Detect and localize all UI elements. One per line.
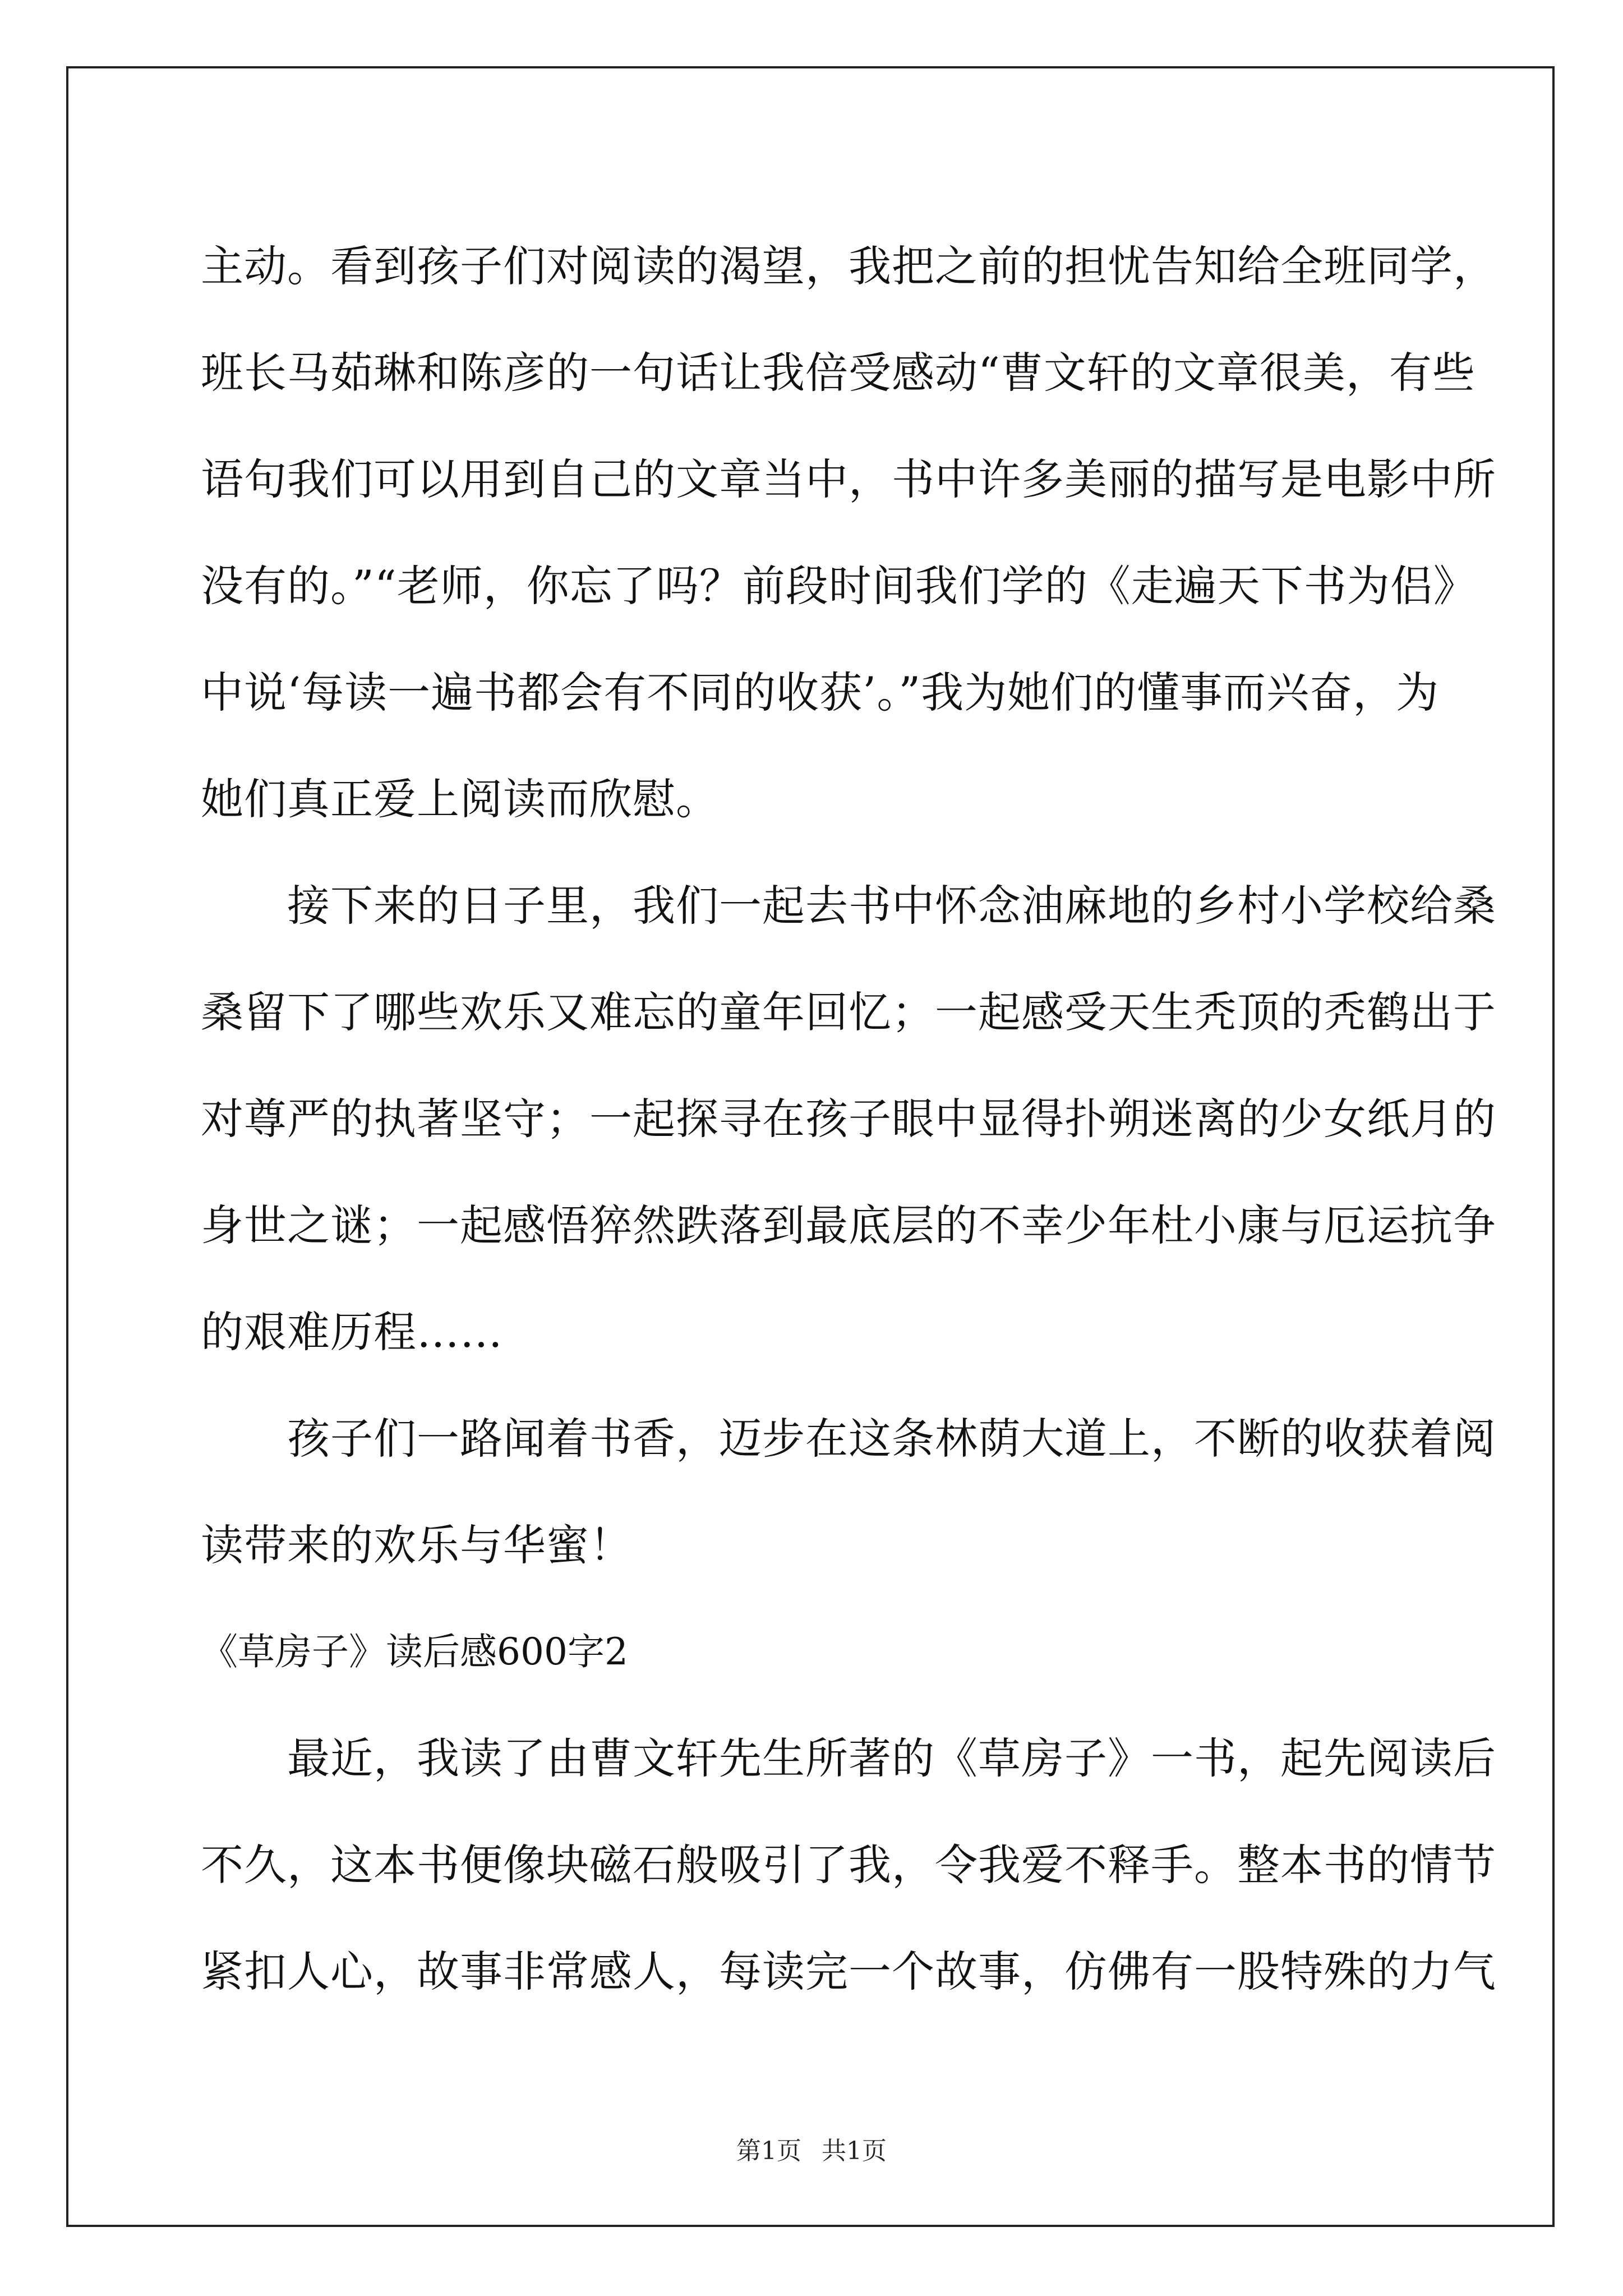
section-heading: 《草房子》读后感600字2 — [201, 1630, 628, 1673]
text-line: 她们真正爱上阅读而欣慰。 — [201, 774, 719, 824]
text-line: 中说‘每读一遍书都会有不同的收获’。”我为她们的懂事而兴奋，为 — [201, 668, 1440, 717]
text-line: 读带来的欢乐与华蜜！ — [201, 1520, 633, 1570]
text-line: 身世之谜；一起感悟猝然跌落到最底层的不幸少年杜小康与厄运抗争 — [201, 1200, 1496, 1250]
page-total: 共1页 — [822, 2137, 887, 2165]
text-line: 最近，我读了由曹文轩先生所著的《草房子》一书，起先阅读后 — [201, 1733, 1496, 1783]
text-line: 接下来的日子里，我们一起去书中怀念油麻地的乡村小学校给桑 — [201, 881, 1496, 931]
text-line: 孩子们一路闻着书香，迈步在这条林荫大道上，不断的收获着阅 — [201, 1414, 1496, 1464]
text-line: 主动。看到孩子们对阅读的渴望，我把之前的担忧告知给全班同学， — [201, 241, 1496, 291]
text-line: 对尊严的执著坚守；一起探寻在孩子眼中显得扑朔迷离的少女纸月的 — [201, 1094, 1496, 1144]
text-line: 的艰难历程…… — [201, 1307, 503, 1357]
text-line: 紧扣人心，故事非常感人，每读完一个故事，仿佛有一股特殊的力气 — [201, 1947, 1496, 1996]
page-footer — [0, 2131, 1623, 2166]
text-line: 语句我们可以用到自己的文章当中，书中许多美丽的描写是电影中所 — [201, 454, 1496, 504]
text-line: 没有的。”“老师，你忘了吗？前段时间我们学的《走遍天下书为侣》 — [201, 561, 1477, 611]
page-number: 第1页 — [736, 2137, 801, 2165]
text-line: 不久，这本书便像块磁石般吸引了我，令我爱不释手。整本书的情节 — [201, 1840, 1496, 1890]
document-body — [201, 213, 1496, 2025]
text-line: 桑留下了哪些欢乐又难忘的童年回忆；一起感受天生秃顶的秃鹤出于 — [201, 987, 1496, 1037]
text-line: 班长马茹琳和陈彦的一句话让我倍受感动“曹文轩的文章很美，有些 — [201, 348, 1476, 398]
